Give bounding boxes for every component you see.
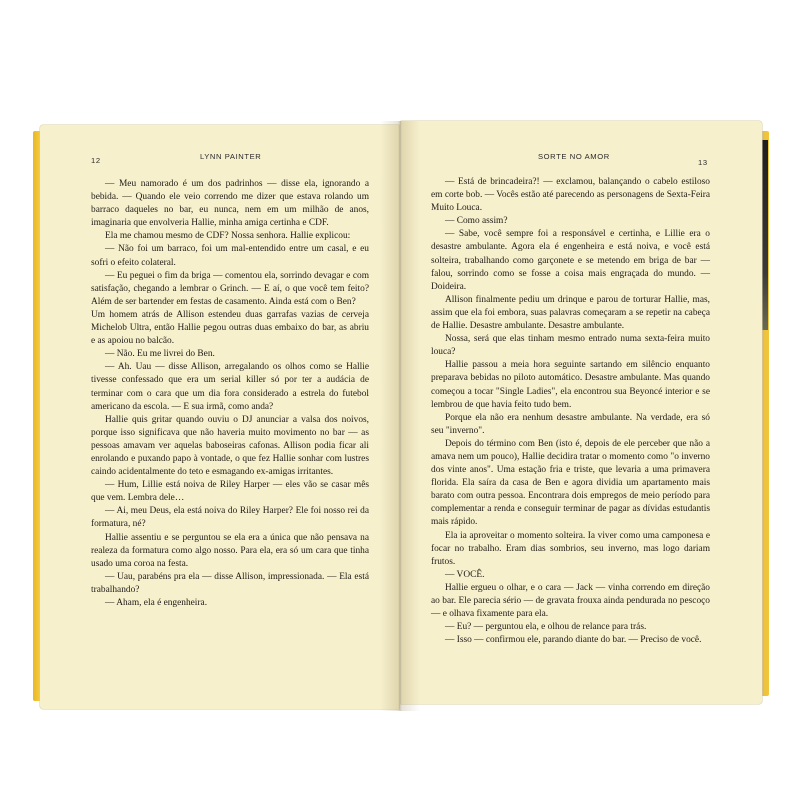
paragraph: Hallie assentiu e se perguntou se ela era a única que não pensava na realeza da formatura como algo nosso. Para ela, era só um cara que tinha usado uma coroa na festa. bbox=[91, 532, 369, 569]
paragraph: — Eu peguei o fim da briga — comentou ela, sorrindo devagar e com satisfação, chegando a lembrar o Grinch. — E aí, o que você tem feito? Além de ser bartender em festas de casamento. Ainda está com o Ben? bbox=[91, 270, 369, 307]
left-page-number: 12 bbox=[91, 156, 101, 165]
paragraph: Nossa, será que elas tinham mesmo entrado numa sexta-feira muito louca? bbox=[431, 334, 710, 358]
paragraph: Hallie passou a meia hora seguinte sartando em silêncio enquanto preparava bebidas no piloto automático. Desastre ambulante. Mas quando começou a tocar "Single Ladies", ela encontrou sua Beyoncé interior e se lembrou de que havia feito tudo bem. bbox=[431, 360, 710, 410]
right-page-text bbox=[431, 176, 710, 647]
left-running-head: LYNN PAINTER bbox=[200, 152, 262, 161]
right-running-head: SORTE NO AMOR bbox=[538, 152, 610, 161]
paragraph: Ela ia aproveitar o momento solteira. Ia viver como uma camponesa e focar no trabalho. Eram dias sombrios, seu inverno, mas logo dariam frutos. bbox=[431, 530, 710, 567]
paragraph: — Isso — confirmou ele, parando diante do bar. — Preciso de você. bbox=[445, 635, 702, 646]
paragraph: — Uau, parabéns pra ela — disse Allison, impressionada. — Ela está trabalhando? bbox=[91, 571, 369, 595]
paragraph: — Sabe, você sempre foi a responsável e certinha, e Lillie era o desastre ambulante. Agora ela é engenheira e está noiva, e você está solteira, trabalhando como garçonete e se metendo em briga de bar — falou, sorrindo como se fosse a coisa mais engraçada do mundo. — Doideira. bbox=[431, 229, 710, 292]
paragraph: — Ai, meu Deus, ela está noiva do Riley Harper? Ele foi nosso rei da formatura, né? bbox=[91, 506, 369, 530]
paragraph: — Meu namorado é um dos padrinhos — disse ela, ignorando a bebida. — Quando ele veio correndo me dizer que estava rolando um barraco daqueles no bar, eu nunca, nem em um milhão de anos, imaginaria que envolveria Hallie, minha amiga certinha e CDF. bbox=[91, 179, 369, 229]
paragraph: Hallie quis gritar quando ouviu o DJ anunciar a valsa dos noivos, porque isso significava que não haveria muito movimento no bar — as pessoas amavam ver aquelas baboseiras cafonas. Allison podia ficar ali enrolando e puxando papo à vontade, o que fez Hallie sonhar com lustres caindo acidentalmente do teto e esmagando ex-amigas irritantes. bbox=[91, 414, 369, 478]
right-page-number: 13 bbox=[698, 158, 708, 167]
paragraph: Ela me chamou mesmo de CDF? Nossa senhora. Hallie explicou: bbox=[105, 231, 351, 242]
paragraph: Depois do término com Ben (isto é, depois de ele perceber que não a amava nem um pouco), Hallie decidira tratar o momento como "o inverno dos vinte anos". Uma estação fria e triste, que levaria a uma primavera florida. Ela saíra da casa de Ben e agora dividia um apartamento mais barato com outra pessoa. Encontrara dois empregos de meio período para complementar a renda e conseguir terminar de pagar as dívidas estudantis mais rápido. bbox=[431, 438, 710, 528]
left-page-text bbox=[91, 178, 369, 610]
paragraph: — Aham, ela é engenheira. bbox=[105, 598, 208, 608]
paragraph: Allison finalmente pediu um drinque e parou de torturar Hallie, mas, assim que ela foi embora, suas palavras começaram a se repetir na cabeça de Hallie. Desastre ambulante. Desastre ambulante. bbox=[431, 294, 710, 332]
paragraph: — Está de brincadeira?! — exclamou, balançando o cabelo estiloso em corte bob. — Vocês estão até parecendo as personagens de Sexta-Feira Muito Louca. bbox=[431, 177, 710, 214]
paragraph: Hallie ergueu o olhar, e o cara — Jack — vinha correndo em direção ao bar. Ele parecia sério — de gravata frouxa ainda pendurada no pescoço — e olhava fixamente para ela. bbox=[431, 582, 710, 620]
paragraph: Um homem atrás de Allison estendeu duas garrafas vazias de cerveja Michelob Ultra, então Hallie pegou outras duas embaixo do bar, as abriu e as apoiou no balcão. bbox=[91, 309, 369, 347]
paragraph: — Não. Eu me livrei do Ben. bbox=[105, 349, 215, 360]
paragraph: — Como assim? bbox=[445, 216, 508, 227]
paragraph: Porque ela não era nenhum desastre ambulante. Na verdade, era só seu "inverno". bbox=[431, 412, 710, 436]
paragraph: — Eu? — perguntou ela, e olhou de relance para trás. bbox=[445, 622, 647, 633]
book-gutter bbox=[380, 121, 420, 711]
paragraph: — VOCÊ. bbox=[445, 569, 485, 580]
paragraph: — Não foi um barraco, foi um mal-entendido entre um casal, e eu sofri o efeito colateral. bbox=[91, 244, 369, 268]
paragraph: — Hum, Lillie está noiva de Riley Harper — eles vão se casar mês que vem. Lembra dele… bbox=[91, 480, 369, 504]
paragraph: — Ah. Uau — disse Allison, arregalando os olhos como se Hallie tivesse confessado que era um serial killer só por ter a audácia de terminar com o cara que um dia fora considerado a estrela do futebol americano da escola. — E sua irmã, como anda? bbox=[91, 362, 369, 412]
